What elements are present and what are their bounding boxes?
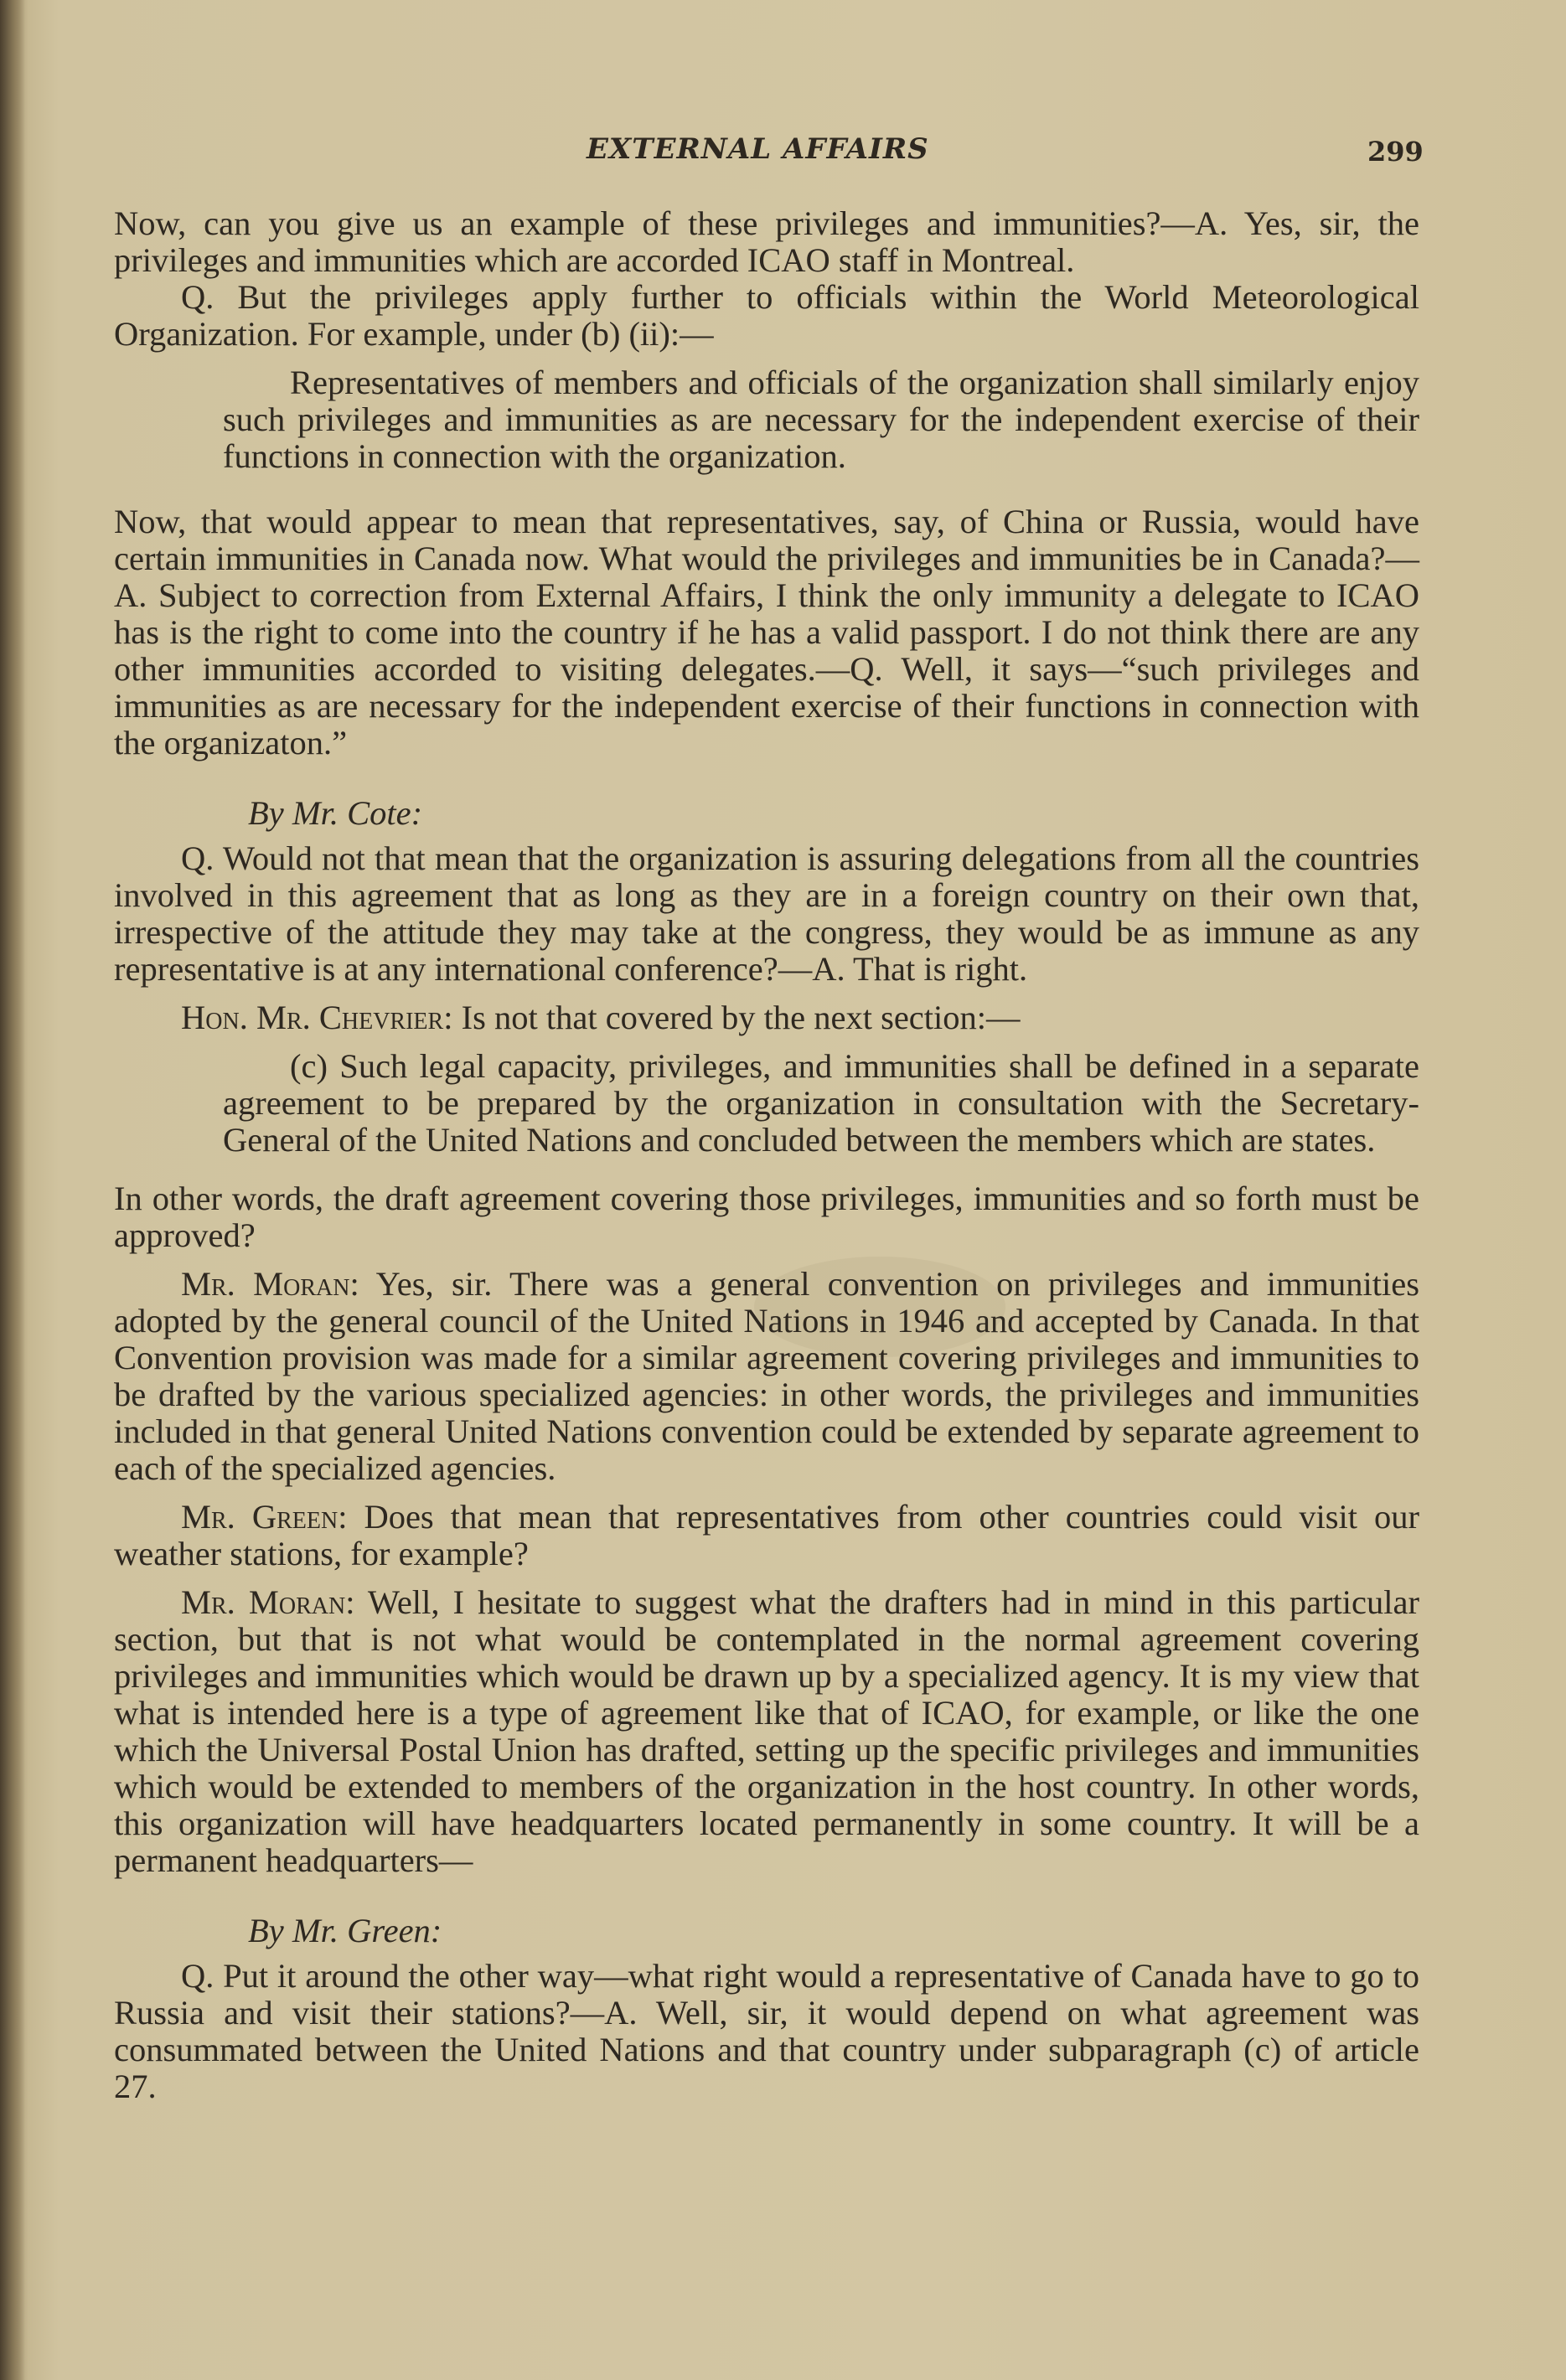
body-text — [114, 205, 1419, 2105]
speech-text: : Well, I hesitate to suggest what the drafters had in mind in this particular section, but that is not what would be contemplated in the normal agreement covering privileges and immunities which would be drawn up by a specialized agency. It is my view that what is intended here is a type of agreement like that of ICAO, for example, or like the one which the Universal Postal Union has drafted, setting up the specific privileges and immunities which would be extended to members of the organization in the host country. In other words, this organization will have headquarters located permanently in some country. It will be a permanent headquarters— — [114, 1583, 1419, 1879]
speaker-name: Mr. Moran — [181, 1583, 346, 1621]
speaker-byline: By Mr. Cote: — [248, 794, 423, 832]
speaker-name: Mr. Moran — [181, 1265, 350, 1303]
speaker-byline: By Mr. Green: — [248, 1912, 442, 1949]
paragraph — [114, 1584, 1419, 1879]
page-number: 299 — [1367, 136, 1424, 168]
paragraph: Q. Put it around the other way—what right would a representative of Canada have to go to Russia and visit their stations?—A. Well, sir, it would depend on what agreement was consummated between the United Nations and that country under subparagraph (c) of article 27. — [114, 1957, 1419, 2105]
paragraph: Q. Would not that mean that the organization is assuring delegations from all the countries involved in this agreement that as long as they are in a foreign country on their own that, irrespective of the attitude they may take at the congress, they would be as immune as any representative is at any international conference?—A. That is right. — [114, 839, 1419, 988]
paragraph: Now, can you give us an example of these privileges and immunities?—A. Yes, sir, the privileges and immunities which are accorded ICAO staff in Montreal. — [114, 204, 1419, 279]
paragraph: In other words, the draft agreement covering those privileges, immunities and so forth must be approved? — [114, 1180, 1419, 1254]
paragraph — [114, 1266, 1419, 1487]
speaker-name: Mr. Green — [181, 1498, 339, 1536]
speech-text: : Is not that covered by the next section:— — [443, 999, 1021, 1036]
paragraph — [114, 1499, 1419, 1572]
speech-text: : Does that mean that representatives from other countries could visit our weather stations, for example? — [114, 1498, 1419, 1572]
speech-text: : Yes, sir. There was a general convention on privileges and immunities adopted by the general council of the United Nations in 1946 and accepted by Canada. In that Convention provision was made for a similar agreement covering privileges and immunities to be drafted by the various specialized agencies: in other words, the privileges and immunities included in that general United Nations convention could be extended by separate agreement to each of the specialized agencies. — [114, 1265, 1420, 1487]
running-head: EXTERNAL AFFAIRS — [587, 132, 929, 166]
paragraph: Now, that would appear to mean that representatives, say, of China or Russia, would have certain immunities in Canada now. What would the privileges and immunities be in Canada?—A. Subject to correction from External Affairs, I think the only immunity a delegate to ICAO has is the right to come into the country if he has a valid passport. I do not think there are any other immunities accorded to visiting delegates.—Q. Well, it says—“such privileges and immunities as are necessary for the independent exercise of their functions in connection with the organizaton.” — [114, 503, 1419, 761]
page-header — [0, 132, 1566, 174]
paragraph — [114, 999, 1419, 1036]
paragraph: Q. But the privileges apply further to officials within the World Meteorological Organization. For example, under (b) (ii):— — [114, 278, 1419, 353]
block-quote: (c) Such legal capacity, privileges, and immunities shall be defined in a separate agreement to be prepared by the organization in consultation with the Secretary-General of the United Nations and concluded between the members which are states. — [223, 1047, 1419, 1159]
speaker-name: Hon. Mr. Chevrier — [181, 999, 444, 1036]
book-binding-shadow — [0, 0, 25, 2380]
block-quote: Representatives of members and officials of the organization shall similarly enjoy such privileges and immunities as are necessary for the independent exercise of their functions in connection with the organization. — [223, 364, 1419, 475]
